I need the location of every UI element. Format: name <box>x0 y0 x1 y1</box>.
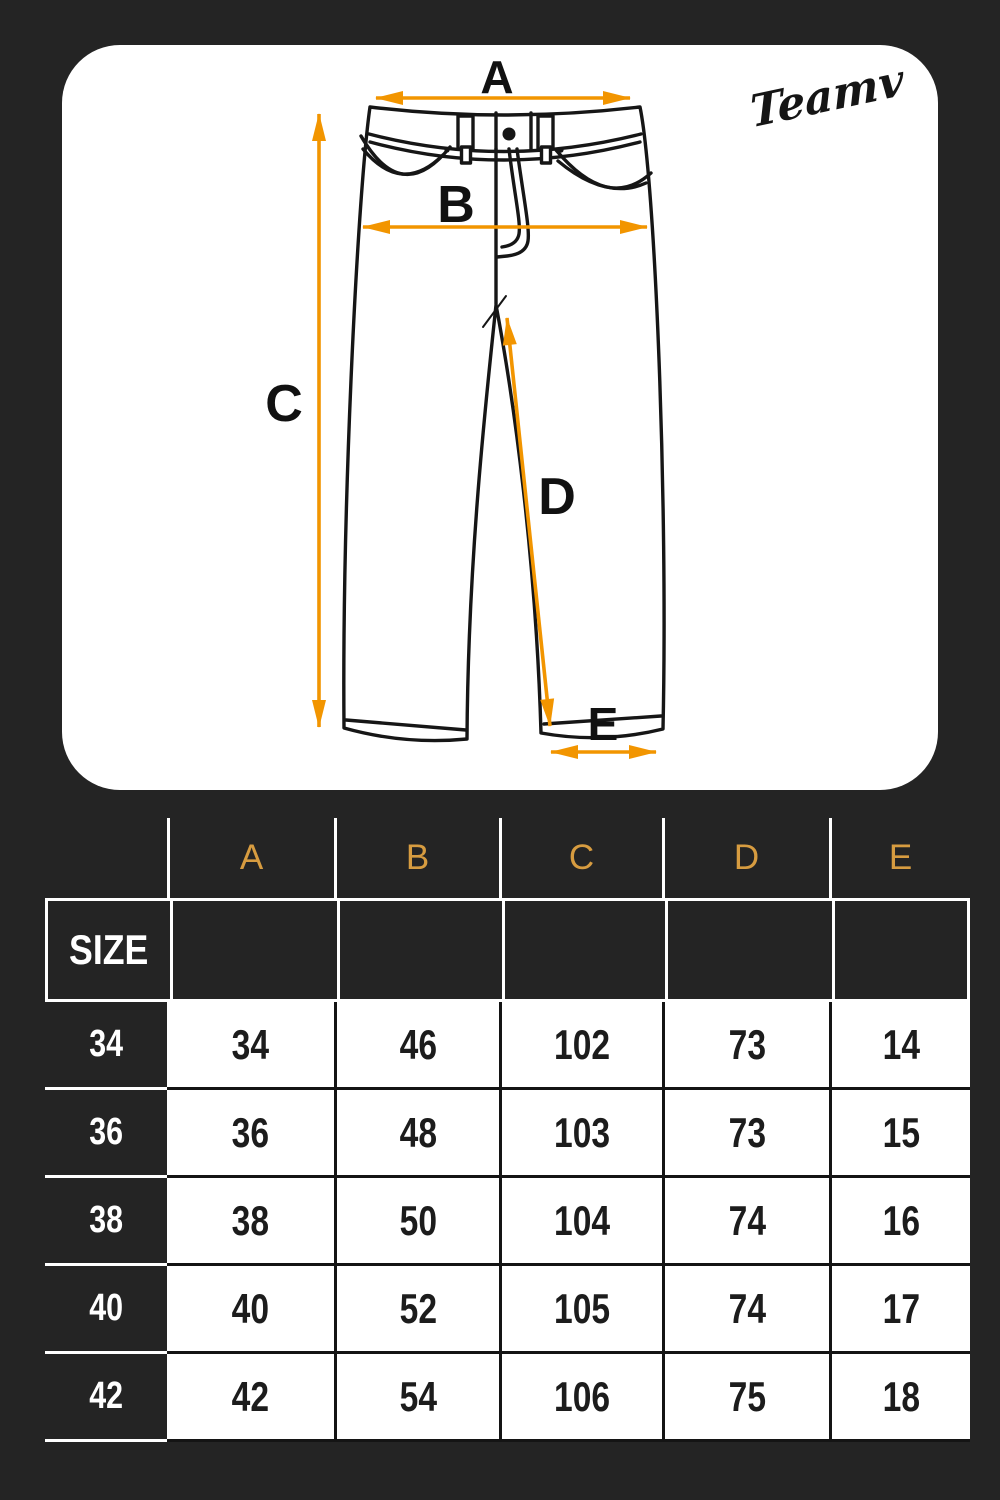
value-cell: 104 <box>499 1178 662 1266</box>
header-col-e: E <box>829 818 970 898</box>
label-b: B <box>437 176 475 234</box>
measurement-arrows <box>319 98 656 752</box>
table-row <box>45 1354 970 1442</box>
value-cell: 48 <box>334 1090 499 1178</box>
table-row <box>45 1178 970 1266</box>
label-d: D <box>538 468 576 526</box>
value-cell: 40 <box>167 1266 334 1354</box>
value-cell: 74 <box>662 1266 829 1354</box>
size-label-cell: SIZE <box>69 926 149 973</box>
header-col-b: B <box>334 818 499 898</box>
size-table <box>45 818 970 1442</box>
header-col-a: A <box>167 818 334 898</box>
value-cell: 18 <box>829 1354 970 1442</box>
value-cell: 38 <box>167 1178 334 1266</box>
jeans-drawing <box>344 107 664 741</box>
value-cell: 14 <box>829 1002 970 1090</box>
diagram-card <box>62 45 938 790</box>
value-cell: 73 <box>662 1090 829 1178</box>
value-cell: 102 <box>499 1002 662 1090</box>
label-c: C <box>265 375 303 433</box>
value-cell: 46 <box>334 1002 499 1090</box>
empty-cell <box>502 901 665 999</box>
waist-button <box>503 128 516 141</box>
value-cell: 16 <box>829 1178 970 1266</box>
empty-cell <box>665 901 832 999</box>
value-cell: 17 <box>829 1266 970 1354</box>
brand-logo: Teamv <box>748 54 906 139</box>
value-cell: 73 <box>662 1002 829 1090</box>
rivet-right <box>558 147 563 152</box>
value-cell: 103 <box>499 1090 662 1178</box>
value-cell: 42 <box>167 1354 334 1442</box>
empty-cell <box>337 901 502 999</box>
header-col-c: C <box>499 818 662 898</box>
value-cell: 50 <box>334 1178 499 1266</box>
table-header-row <box>45 818 970 898</box>
row-size-cell: 42 <box>45 1354 167 1442</box>
row-size-cell: 38 <box>45 1178 167 1266</box>
label-a: A <box>480 51 514 103</box>
value-cell: 52 <box>334 1266 499 1354</box>
label-e: E <box>587 698 619 750</box>
value-cell: 74 <box>662 1178 829 1266</box>
table-row <box>45 1090 970 1178</box>
value-cell: 15 <box>829 1090 970 1178</box>
empty-cell <box>170 901 337 999</box>
table-row <box>45 1002 970 1090</box>
value-cell: 105 <box>499 1266 662 1354</box>
value-cell: 54 <box>334 1354 499 1442</box>
header-corner-cell <box>45 818 167 898</box>
row-size-cell: 36 <box>45 1090 167 1178</box>
table-row <box>45 1266 970 1354</box>
row-size-cell: 40 <box>45 1266 167 1354</box>
pants-diagram <box>62 45 938 790</box>
header-col-d: D <box>662 818 829 898</box>
row-size-cell: 34 <box>45 1002 167 1090</box>
value-cell: 36 <box>167 1090 334 1178</box>
size-label-row <box>45 898 970 1002</box>
value-cell: 106 <box>499 1354 662 1442</box>
empty-cell <box>832 901 973 999</box>
value-cell: 34 <box>167 1002 334 1090</box>
rivet-left <box>444 147 449 152</box>
value-cell: 75 <box>662 1354 829 1442</box>
